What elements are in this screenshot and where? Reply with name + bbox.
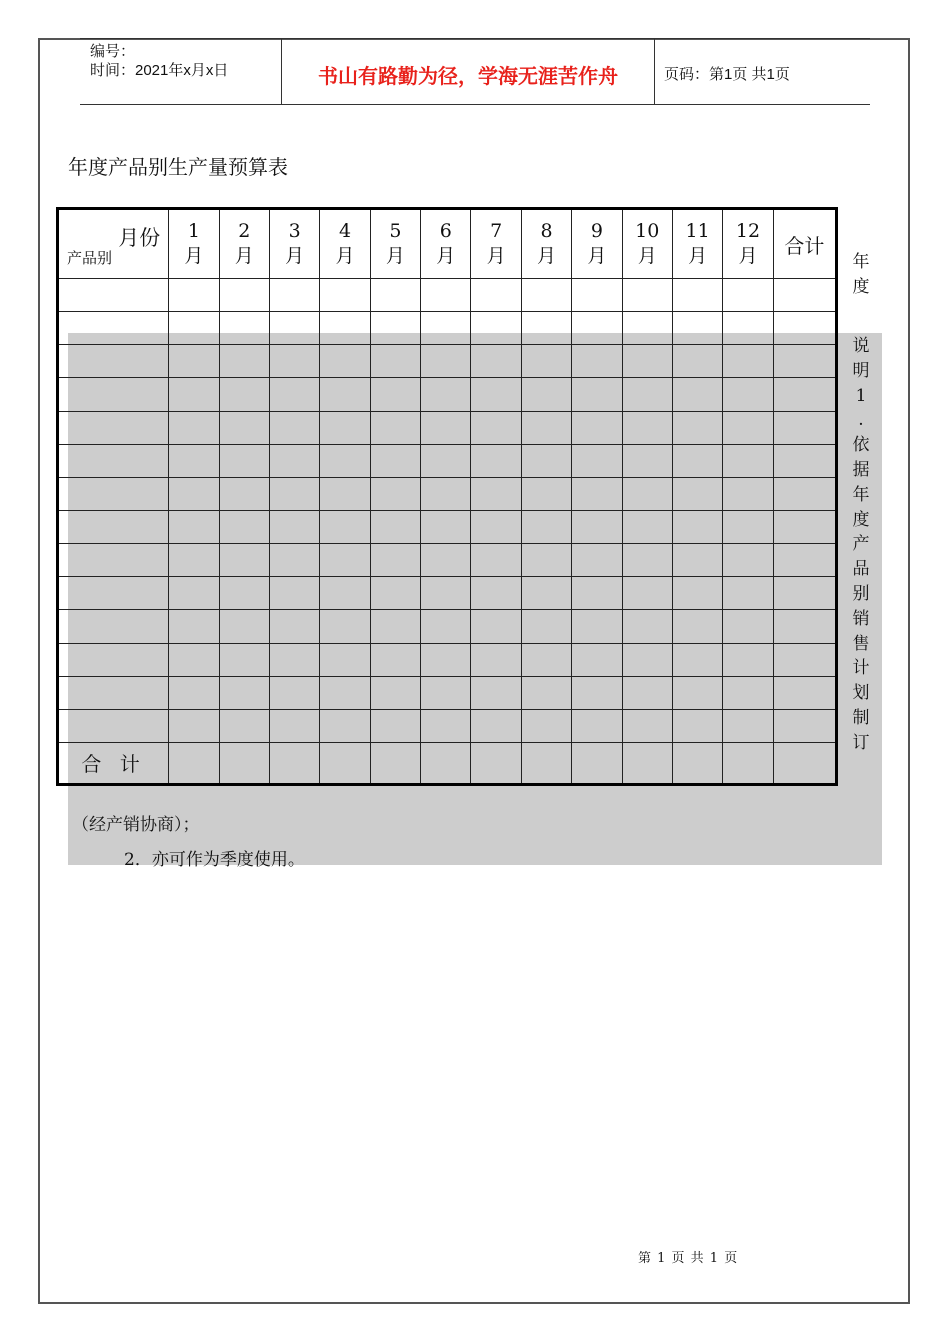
month-number: 12 xyxy=(735,220,761,242)
table-cell[interactable] xyxy=(219,312,269,345)
table-cell[interactable] xyxy=(622,345,672,378)
table-cell[interactable] xyxy=(672,544,722,577)
table-cell[interactable] xyxy=(320,444,370,477)
month-header-4 xyxy=(320,209,370,279)
table-cell[interactable] xyxy=(471,676,521,709)
table-cell[interactable] xyxy=(219,477,269,510)
total-cell[interactable] xyxy=(773,742,836,784)
table-cell[interactable] xyxy=(521,610,571,643)
table-cell[interactable] xyxy=(471,643,521,676)
table-cell[interactable] xyxy=(169,312,219,345)
table-row xyxy=(58,643,837,676)
table-cell[interactable] xyxy=(773,610,836,643)
table-cell[interactable] xyxy=(421,279,471,312)
table-cell[interactable] xyxy=(219,676,269,709)
table-cell[interactable] xyxy=(219,643,269,676)
table-cell[interactable] xyxy=(58,610,169,643)
table-cell[interactable] xyxy=(572,345,622,378)
table-cell[interactable] xyxy=(269,279,319,312)
table-cell[interactable] xyxy=(471,444,521,477)
header-bottom-rule xyxy=(80,104,870,105)
table-cell[interactable] xyxy=(672,577,722,610)
table-cell[interactable] xyxy=(672,643,722,676)
time-label: 时间：2021年x月x日 xyxy=(90,62,229,79)
table-cell[interactable] xyxy=(773,411,836,444)
table-row xyxy=(58,544,837,577)
total-cell[interactable] xyxy=(370,742,420,784)
table-cell[interactable] xyxy=(471,477,521,510)
total-cell[interactable] xyxy=(723,742,773,784)
table-cell[interactable] xyxy=(58,345,169,378)
table-cell[interactable] xyxy=(572,279,622,312)
table-cell[interactable] xyxy=(572,411,622,444)
table-cell[interactable] xyxy=(169,577,219,610)
table-cell[interactable] xyxy=(672,312,722,345)
table-cell[interactable] xyxy=(773,477,836,510)
month-header-12 xyxy=(723,209,773,279)
page-title: 年度产品别生产量预算表 xyxy=(68,155,288,179)
header-top-rule xyxy=(80,38,870,39)
table-cell[interactable] xyxy=(672,444,722,477)
table-cell[interactable] xyxy=(773,544,836,577)
table-cell[interactable] xyxy=(421,709,471,742)
total-cell[interactable] xyxy=(421,742,471,784)
month-unit: 月 xyxy=(285,245,305,267)
side-char: . xyxy=(858,410,864,431)
table-cell[interactable] xyxy=(219,544,269,577)
table-cell[interactable] xyxy=(169,643,219,676)
table-cell[interactable] xyxy=(320,477,370,510)
side-char: 度 xyxy=(852,509,870,530)
table-cell[interactable] xyxy=(58,510,169,543)
month-header-3 xyxy=(269,209,319,279)
table-cell[interactable] xyxy=(773,312,836,345)
side-char: 说 xyxy=(852,336,870,356)
side-note-top xyxy=(851,250,871,300)
table-cell[interactable] xyxy=(169,676,219,709)
month-number: 2 xyxy=(238,220,251,242)
month-number: 1 xyxy=(187,220,200,242)
total-cell[interactable] xyxy=(320,742,370,784)
table-cell[interactable] xyxy=(370,378,420,411)
table-cell[interactable] xyxy=(320,312,370,345)
table-cell[interactable] xyxy=(572,544,622,577)
table-cell[interactable] xyxy=(773,279,836,312)
table-cell[interactable] xyxy=(672,610,722,643)
table-row xyxy=(58,709,837,742)
month-unit: 月 xyxy=(335,245,355,267)
table-cell[interactable] xyxy=(572,577,622,610)
side-char: 划 xyxy=(852,683,870,704)
table-cell[interactable] xyxy=(421,544,471,577)
table-cell[interactable] xyxy=(622,444,672,477)
month-unit: 月 xyxy=(234,245,254,267)
table-cell[interactable] xyxy=(723,312,773,345)
month-number: 5 xyxy=(389,220,402,242)
table-cell[interactable] xyxy=(521,279,571,312)
table-cell[interactable] xyxy=(672,279,722,312)
side-note xyxy=(851,334,871,756)
total-header: 合计 xyxy=(773,209,836,279)
table-cell[interactable] xyxy=(370,279,420,312)
side-char: 销 xyxy=(852,608,870,629)
budget-table xyxy=(56,207,838,786)
table-cell[interactable] xyxy=(723,577,773,610)
table-cell[interactable] xyxy=(471,510,521,543)
table-cell[interactable] xyxy=(320,544,370,577)
month-header-9 xyxy=(572,209,622,279)
table-cell[interactable] xyxy=(421,378,471,411)
table-cell[interactable] xyxy=(219,279,269,312)
table-cell[interactable] xyxy=(58,477,169,510)
table-cell[interactable] xyxy=(723,345,773,378)
table-cell[interactable] xyxy=(622,312,672,345)
table-cell[interactable] xyxy=(723,444,773,477)
table-cell[interactable] xyxy=(622,378,672,411)
total-cell[interactable] xyxy=(521,742,571,784)
table-cell[interactable] xyxy=(572,676,622,709)
table-cell[interactable] xyxy=(370,444,420,477)
table-cell[interactable] xyxy=(773,577,836,610)
table-cell[interactable] xyxy=(773,378,836,411)
side-char: 别 xyxy=(852,583,870,604)
table-cell[interactable] xyxy=(622,279,672,312)
table-cell[interactable] xyxy=(58,444,169,477)
table-cell[interactable] xyxy=(622,610,672,643)
month-number: 10 xyxy=(635,220,660,242)
table-cell[interactable] xyxy=(269,643,319,676)
total-cell[interactable] xyxy=(169,742,219,784)
table-cell[interactable] xyxy=(219,577,269,610)
table-cell[interactable] xyxy=(471,709,521,742)
table-cell[interactable] xyxy=(622,411,672,444)
month-unit: 月 xyxy=(537,245,557,267)
table-cell[interactable] xyxy=(672,411,722,444)
table-cell[interactable] xyxy=(723,378,773,411)
table-cell[interactable] xyxy=(219,444,269,477)
side-char: 依 xyxy=(852,435,870,456)
table-cell[interactable] xyxy=(169,444,219,477)
table-cell[interactable] xyxy=(58,411,169,444)
table-cell[interactable] xyxy=(269,477,319,510)
table-cell[interactable] xyxy=(622,577,672,610)
table-cell[interactable] xyxy=(219,610,269,643)
table-cell[interactable] xyxy=(370,510,420,543)
table-cell[interactable] xyxy=(58,676,169,709)
table-cell[interactable] xyxy=(219,411,269,444)
note-line-2: 2．亦可作为季度使用。 xyxy=(124,850,305,870)
table-cell[interactable] xyxy=(521,643,571,676)
table-cell[interactable] xyxy=(723,676,773,709)
table-cell[interactable] xyxy=(521,378,571,411)
side-char: 度 xyxy=(852,276,870,297)
table-cell[interactable] xyxy=(320,279,370,312)
table-cell[interactable] xyxy=(471,378,521,411)
month-unit: 月 xyxy=(436,245,456,267)
table-cell[interactable] xyxy=(521,444,571,477)
table-cell[interactable] xyxy=(572,510,622,543)
total-cell[interactable] xyxy=(672,742,722,784)
table-row xyxy=(58,312,837,345)
table-cell[interactable] xyxy=(672,378,722,411)
table-cell[interactable] xyxy=(320,643,370,676)
table-cell[interactable] xyxy=(269,709,319,742)
table-cell[interactable] xyxy=(219,345,269,378)
total-cell[interactable] xyxy=(219,742,269,784)
table-cell[interactable] xyxy=(723,610,773,643)
table-cell[interactable] xyxy=(370,544,420,577)
table-cell[interactable] xyxy=(723,411,773,444)
table-cell[interactable] xyxy=(672,477,722,510)
month-header-6 xyxy=(421,209,471,279)
table-row xyxy=(58,610,837,643)
table-cell[interactable] xyxy=(572,709,622,742)
table-cell[interactable] xyxy=(370,577,420,610)
side-char: 年 xyxy=(852,252,870,272)
table-cell[interactable] xyxy=(169,345,219,378)
table-cell[interactable] xyxy=(421,444,471,477)
table-cell[interactable] xyxy=(370,610,420,643)
table-cell[interactable] xyxy=(572,312,622,345)
total-cell[interactable] xyxy=(622,742,672,784)
table-cell[interactable] xyxy=(169,279,219,312)
table-cell[interactable] xyxy=(320,676,370,709)
table-header-row xyxy=(58,209,837,279)
table-cell[interactable] xyxy=(773,510,836,543)
table-cell[interactable] xyxy=(370,345,420,378)
table-cell[interactable] xyxy=(320,577,370,610)
table-cell[interactable] xyxy=(269,510,319,543)
table-cell[interactable] xyxy=(622,643,672,676)
month-unit: 月 xyxy=(738,245,758,267)
table-cell[interactable] xyxy=(421,610,471,643)
table-cell[interactable] xyxy=(169,544,219,577)
table-cell[interactable] xyxy=(773,345,836,378)
table-cell[interactable] xyxy=(773,444,836,477)
table-cell[interactable] xyxy=(320,510,370,543)
table-cell[interactable] xyxy=(572,444,622,477)
table-cell[interactable] xyxy=(622,510,672,543)
table-cell[interactable] xyxy=(169,510,219,543)
table-cell[interactable] xyxy=(421,676,471,709)
table-cell[interactable] xyxy=(58,312,169,345)
table-cell[interactable] xyxy=(471,610,521,643)
table-cell[interactable] xyxy=(572,477,622,510)
table-cell[interactable] xyxy=(58,709,169,742)
table-cell[interactable] xyxy=(471,312,521,345)
table-cell[interactable] xyxy=(370,676,420,709)
table-cell[interactable] xyxy=(521,477,571,510)
table-cell[interactable] xyxy=(269,444,319,477)
table-cell[interactable] xyxy=(269,345,319,378)
table-cell[interactable] xyxy=(370,643,420,676)
table-cell[interactable] xyxy=(320,411,370,444)
table-cell[interactable] xyxy=(320,709,370,742)
table-cell[interactable] xyxy=(572,610,622,643)
table-cell[interactable] xyxy=(421,477,471,510)
table-cell[interactable] xyxy=(58,378,169,411)
side-char: 售 xyxy=(852,633,870,654)
side-char: 年 xyxy=(852,484,870,505)
table-row xyxy=(58,279,837,312)
table-cell[interactable] xyxy=(521,411,571,444)
table-cell[interactable] xyxy=(269,411,319,444)
table-cell[interactable] xyxy=(58,544,169,577)
month-header-7 xyxy=(471,209,521,279)
table-cell[interactable] xyxy=(622,544,672,577)
side-char: 1 xyxy=(855,385,867,406)
month-number: 4 xyxy=(338,220,352,242)
total-row xyxy=(58,742,837,784)
table-cell[interactable] xyxy=(320,345,370,378)
table-cell[interactable] xyxy=(622,709,672,742)
table-cell[interactable] xyxy=(169,378,219,411)
table-cell[interactable] xyxy=(471,544,521,577)
table-cell[interactable] xyxy=(723,477,773,510)
table-cell[interactable] xyxy=(421,577,471,610)
table-cell[interactable] xyxy=(773,709,836,742)
table-cell[interactable] xyxy=(320,610,370,643)
table-cell[interactable] xyxy=(370,709,420,742)
table-cell[interactable] xyxy=(471,577,521,610)
table-cell[interactable] xyxy=(572,378,622,411)
table-cell[interactable] xyxy=(672,345,722,378)
corner-month-label: 月份 xyxy=(118,226,161,250)
table-cell[interactable] xyxy=(773,676,836,709)
table-row xyxy=(58,345,837,378)
month-header-11 xyxy=(672,209,722,279)
table-cell[interactable] xyxy=(269,378,319,411)
corner-cell xyxy=(58,209,169,279)
table-cell[interactable] xyxy=(169,709,219,742)
table-cell[interactable] xyxy=(723,510,773,543)
table-cell[interactable] xyxy=(421,345,471,378)
month-header-2 xyxy=(219,209,269,279)
table-cell[interactable] xyxy=(169,411,219,444)
month-header-8 xyxy=(521,209,571,279)
month-unit: 月 xyxy=(688,245,708,267)
table-cell[interactable] xyxy=(723,643,773,676)
table-cell[interactable] xyxy=(421,643,471,676)
table-row xyxy=(58,411,837,444)
table-cell[interactable] xyxy=(471,411,521,444)
month-number: 11 xyxy=(685,220,710,242)
total-cell[interactable] xyxy=(471,742,521,784)
table-cell[interactable] xyxy=(219,709,269,742)
table-cell[interactable] xyxy=(58,577,169,610)
table-cell[interactable] xyxy=(521,709,571,742)
table-cell[interactable] xyxy=(471,345,521,378)
table-cell[interactable] xyxy=(672,510,722,543)
table-row xyxy=(58,510,837,543)
side-char: 明 xyxy=(852,360,870,381)
table-cell[interactable] xyxy=(269,544,319,577)
month-header-5 xyxy=(370,209,420,279)
table-cell[interactable] xyxy=(622,477,672,510)
table-cell[interactable] xyxy=(269,577,319,610)
table-cell[interactable] xyxy=(672,709,722,742)
table-cell[interactable] xyxy=(370,312,420,345)
table-cell[interactable] xyxy=(269,610,319,643)
month-unit: 月 xyxy=(486,245,506,267)
table-cell[interactable] xyxy=(219,510,269,543)
table-row xyxy=(58,477,837,510)
total-cell[interactable] xyxy=(269,742,319,784)
table-cell[interactable] xyxy=(672,676,722,709)
side-char: 产 xyxy=(852,534,870,555)
corner-product-label: 产品别 xyxy=(67,249,113,267)
month-number: 6 xyxy=(439,220,452,242)
side-char: 计 xyxy=(852,658,870,679)
table-cell[interactable] xyxy=(421,411,471,444)
side-char: 制 xyxy=(852,707,870,728)
table-cell[interactable] xyxy=(723,709,773,742)
table-cell[interactable] xyxy=(521,510,571,543)
month-number: 8 xyxy=(540,220,553,242)
month-header-10 xyxy=(622,209,672,279)
table-cell[interactable] xyxy=(58,279,169,312)
table-cell[interactable] xyxy=(58,643,169,676)
table-row xyxy=(58,444,837,477)
table-cell[interactable] xyxy=(169,610,219,643)
table-cell[interactable] xyxy=(521,676,571,709)
side-char: 据 xyxy=(852,459,870,480)
month-number: 7 xyxy=(490,220,503,242)
table-cell[interactable] xyxy=(269,312,319,345)
side-char: 品 xyxy=(852,559,870,580)
table-cell[interactable] xyxy=(320,378,370,411)
month-unit: 月 xyxy=(184,245,204,267)
table-cell[interactable] xyxy=(723,544,773,577)
side-char: 订 xyxy=(852,732,870,753)
table-cell[interactable] xyxy=(370,411,420,444)
table-row xyxy=(58,378,837,411)
table-cell[interactable] xyxy=(572,643,622,676)
table-cell[interactable] xyxy=(421,312,471,345)
total-row-label: 合 计 xyxy=(58,742,169,784)
page-footer: 第 1 页 共 1 页 xyxy=(638,1251,739,1266)
table-cell[interactable] xyxy=(421,510,471,543)
serial-label: 编号： xyxy=(90,43,136,60)
table-cell[interactable] xyxy=(370,477,420,510)
month-header-1 xyxy=(169,209,219,279)
month-number: 3 xyxy=(288,220,301,242)
table-cell[interactable] xyxy=(219,378,269,411)
table-cell[interactable] xyxy=(773,643,836,676)
table-cell[interactable] xyxy=(521,345,571,378)
table-cell[interactable] xyxy=(269,676,319,709)
month-unit: 月 xyxy=(637,245,657,267)
note-line-1: （经产销协商）； xyxy=(72,815,200,835)
table-row xyxy=(58,577,837,610)
month-unit: 月 xyxy=(587,245,607,267)
table-cell[interactable] xyxy=(521,544,571,577)
table-row xyxy=(58,676,837,709)
table-cell[interactable] xyxy=(169,477,219,510)
page-label: 页码：第1页 共1页 xyxy=(664,66,790,83)
table-cell[interactable] xyxy=(521,312,571,345)
table-cell[interactable] xyxy=(471,279,521,312)
month-number: 9 xyxy=(590,220,603,242)
motto: 书山有路勤为径，学海无涯苦作舟 xyxy=(318,64,618,88)
table-cell[interactable] xyxy=(521,577,571,610)
header-divider-right xyxy=(654,38,655,105)
table-cell[interactable] xyxy=(723,279,773,312)
table-cell[interactable] xyxy=(622,676,672,709)
total-cell[interactable] xyxy=(572,742,622,784)
month-unit: 月 xyxy=(385,245,405,267)
